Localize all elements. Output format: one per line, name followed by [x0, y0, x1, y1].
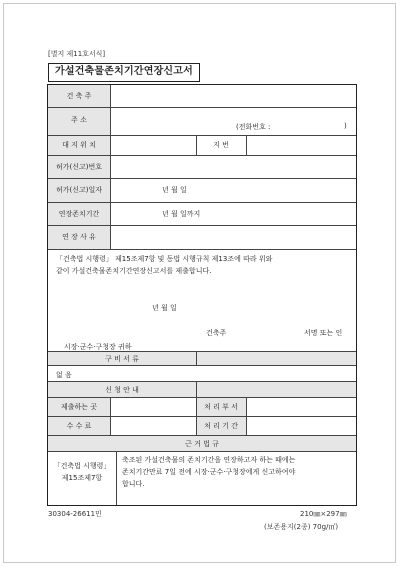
legal-header: 근 거 법 규 — [185, 440, 219, 448]
fee-label: 수 수 료 — [66, 422, 92, 430]
recipient: 시장·군수·구청장 귀하 — [64, 343, 132, 351]
dept-label: 처 리 부 서 — [204, 403, 238, 411]
form-title: 가설건축물존치기간연장신고서 — [48, 63, 200, 82]
extension-reason-label: 연 장 사 유 — [62, 233, 96, 241]
permit-date-value: 년 월 일 — [162, 186, 187, 194]
guide-header: 신 청 안 내 — [105, 386, 139, 394]
phone-close: ) — [344, 122, 347, 130]
site-location-label: 대 지 위 치 — [62, 141, 96, 149]
phone-label: (전화번호 : — [236, 123, 271, 131]
paper-spec: (보존용지(2종) 70g/㎡) — [264, 523, 339, 531]
retention-period-value: 년 월 일까지 — [162, 210, 201, 218]
owner-label: 건 축 주 — [66, 92, 92, 100]
legal-note-line-1: 축조된 가설건축물의 존치기간을 연장하고자 하는 때에는 — [122, 456, 296, 464]
sign-note: 서명 또는 인 — [304, 329, 343, 337]
declaration-line-1: 「건축법 시행령」 제15조제7항 및 동법 시행규칙 제13조에 따라 위와 — [56, 255, 273, 263]
documents-header: 구 비 서 류 — [105, 355, 139, 363]
submit-to-label: 제출하는 곳 — [60, 403, 98, 411]
law-line-1: 「건축법 시행령」 — [53, 462, 111, 470]
documents-value: 없 음 — [56, 371, 72, 379]
declaration-date: 년 월 일 — [152, 304, 177, 312]
period-label: 처 리 기 간 — [204, 422, 238, 430]
address-label: 주 소 — [71, 116, 87, 124]
form-label: [별지 제11호서식] — [48, 50, 106, 58]
law-line-2: 제15조제7항 — [61, 474, 103, 482]
permit-number-label: 허가(신고)번호 — [55, 163, 103, 171]
form-table — [47, 84, 357, 506]
declaration-line-2: 같이 가설건축물존치기간연장신고서를 제출합니다. — [56, 267, 212, 275]
permit-date-label: 허가(신고)일자 — [55, 186, 103, 194]
retention-period-label: 연장존치기간 — [58, 210, 100, 218]
paper-size: 210㎜×297㎜ — [300, 510, 347, 518]
lot-number-label: 지 번 — [213, 141, 229, 149]
legal-note-line-3: 합니다. — [122, 480, 145, 488]
signer-label: 건축주 — [206, 329, 227, 337]
legal-note-line-2: 존치기간만료 7일 전에 시장·군수·구청장에게 신고하여야 — [122, 468, 296, 476]
form-code: 30304-26611민 — [48, 510, 102, 518]
